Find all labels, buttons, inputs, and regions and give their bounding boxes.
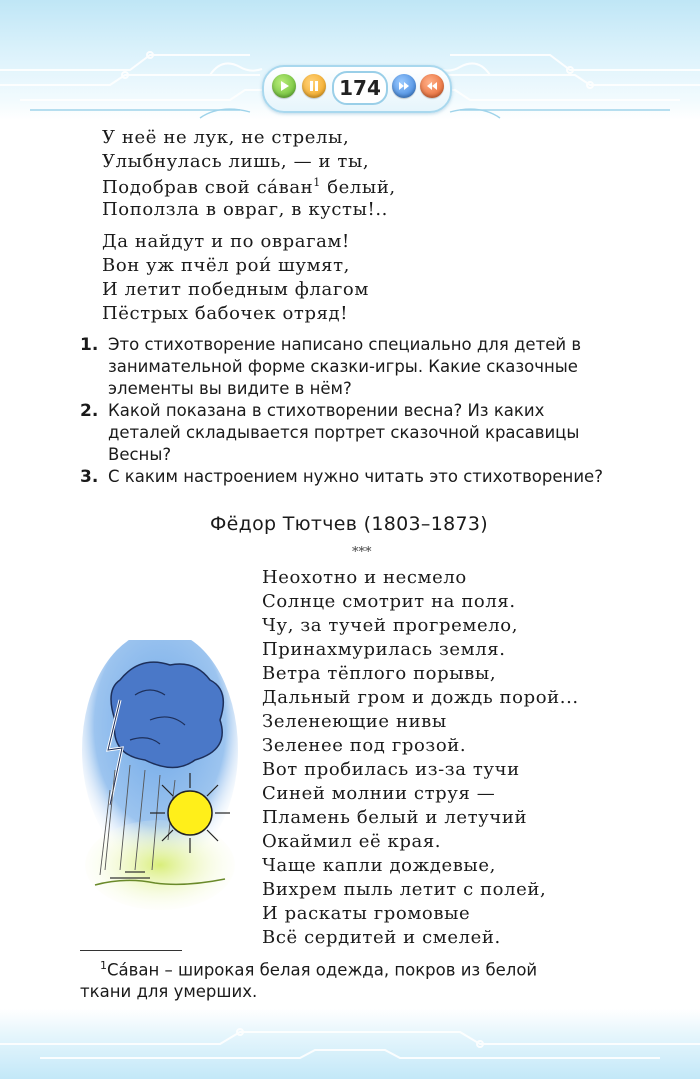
pause-button[interactable] xyxy=(302,74,326,98)
question-number: 2. xyxy=(80,401,99,421)
poem-title-mark: *** xyxy=(352,545,372,560)
poem-line: И раскаты громовые xyxy=(262,903,471,924)
poem-line: Солнце смотрит на поля. xyxy=(262,591,516,612)
poem-line: Синей молнии струя — xyxy=(262,783,496,804)
poem-line: Чу, за тучей прогремело, xyxy=(262,615,519,636)
footnote-mark: 1 xyxy=(100,959,107,972)
footnote-text: $^1$Са́ван – широкая белая одежда, покров из белой xyxy=(100,959,538,980)
poem-line: Вот пробилась из-за тучи xyxy=(262,759,520,780)
footnote-text: ткани для умерших. xyxy=(80,982,258,1001)
question-number: 1. xyxy=(80,335,99,355)
previous-page-button[interactable] xyxy=(420,74,444,98)
poem-line: Вон уж пчёл рои́ шумят, xyxy=(102,255,350,276)
poem-line: Зеленее под грозой. xyxy=(262,735,467,756)
question-text: Это стихотворение написано специально для детей в xyxy=(108,335,582,354)
play-icon xyxy=(277,79,291,93)
page-number: 174 xyxy=(332,71,388,105)
poem-line: Ветра тёплого порывы, xyxy=(262,663,497,684)
poem-line: Подобрав свой са́ван$^1$ белый, xyxy=(102,176,396,198)
poem-line: Окаймил её края. xyxy=(262,831,442,852)
question-text: Какой показана в стихотворении весна? Из каких xyxy=(108,401,545,420)
poem-line: Дальный гром и дождь порой... xyxy=(262,687,579,708)
poem-line: Принахмурилась земля. xyxy=(262,639,506,660)
question-number: 3. xyxy=(80,467,99,487)
poem-line: Вихрем пыль летит с полей, xyxy=(262,879,547,900)
rewind-icon xyxy=(425,79,439,93)
poem-line: Неохотно и несмело xyxy=(262,567,467,588)
poem-line: Пламень белый и летучий xyxy=(262,807,528,828)
question-text: занимательной форме сказки-игры. Какие сказочные xyxy=(108,357,578,376)
poem-line: Пёстрых бабочек отряд! xyxy=(102,303,349,324)
question-text: деталей складывается портрет сказочной красавицы xyxy=(108,423,580,442)
poem-author: Фёдор Тютчев (1803–1873) xyxy=(210,513,488,535)
poem-line: Всё сердитей и смелей. xyxy=(262,927,501,948)
question-text: С каким настроением нужно читать это стихотворение? xyxy=(108,467,603,486)
storm-sun-illustration xyxy=(80,640,240,910)
poem-line: У неё не лук, не стрелы, xyxy=(102,127,350,148)
question-text: элементы вы видите в нём? xyxy=(108,379,352,398)
footnote-divider xyxy=(80,950,182,951)
poem-line: Чаще капли дождевые, xyxy=(262,855,496,876)
poem-line: Да найдут и по оврагам! xyxy=(102,231,350,252)
poem-line: Зеленеющие нивы xyxy=(262,711,447,732)
fast-forward-icon xyxy=(397,79,411,93)
question-text: Весны? xyxy=(108,445,172,464)
poem-line: И летит победным флагом xyxy=(102,279,369,300)
play-button[interactable] xyxy=(272,74,296,98)
poem-line: Поползла в овраг, в кусты!.. xyxy=(102,199,388,220)
footnote-mark: 1 xyxy=(313,176,321,189)
pause-icon xyxy=(307,79,321,93)
next-page-button[interactable] xyxy=(392,74,416,98)
poem-line: Улыбнулась лишь, — и ты, xyxy=(102,151,370,172)
sun-icon xyxy=(168,791,212,835)
circuit-ornament-bottom xyxy=(0,1014,700,1069)
